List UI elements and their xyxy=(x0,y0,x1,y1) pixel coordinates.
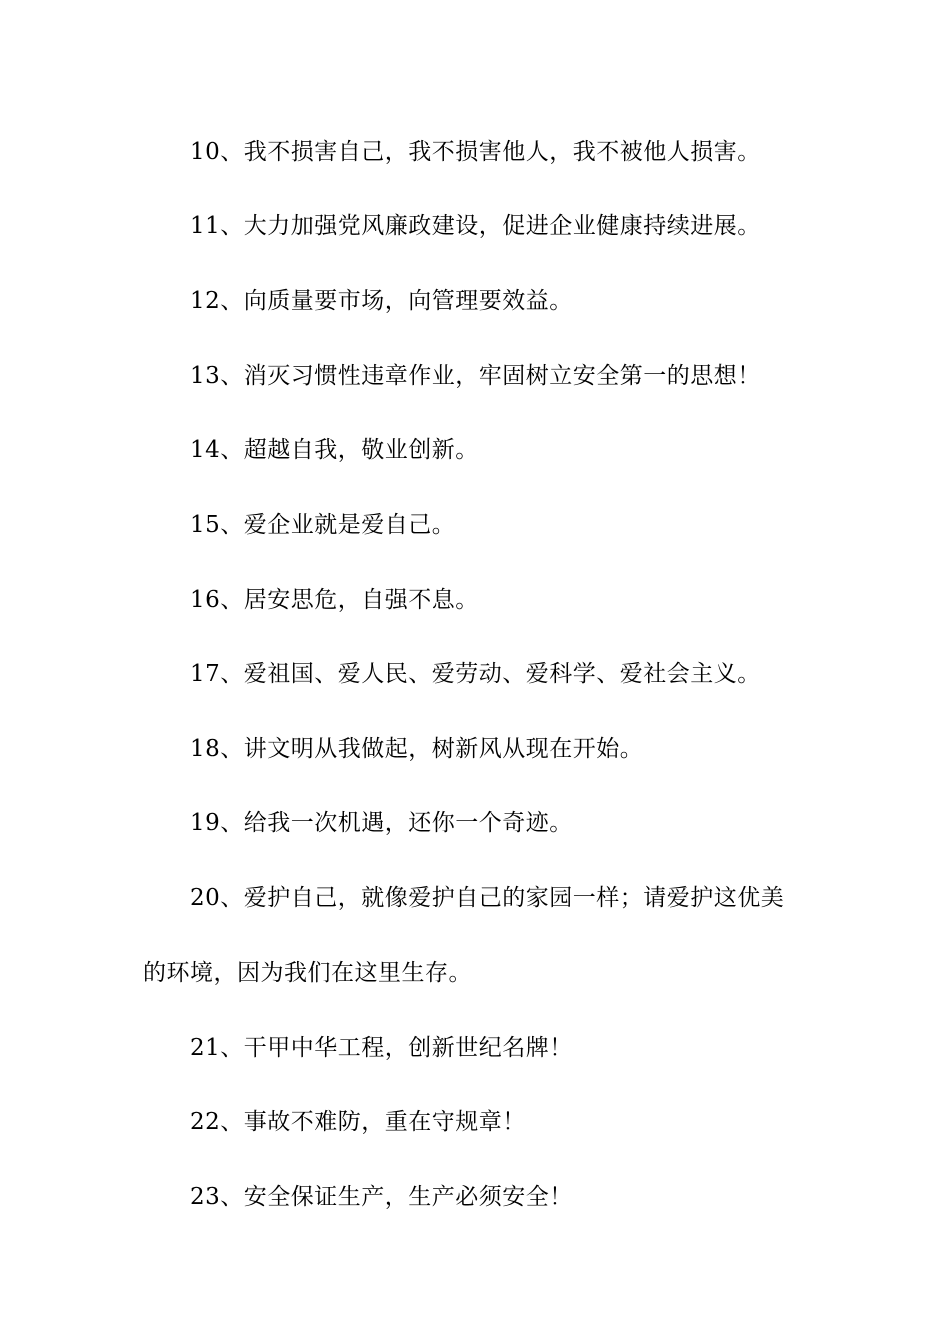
slogan-line: 18、讲文明从我做起，树新风从现在开始。 xyxy=(190,736,644,762)
slogan-line: 15、爱企业就是爱自己。 xyxy=(190,512,456,538)
slogan-line: 21、干甲中华工程，创新世纪名牌！ xyxy=(190,1035,573,1061)
slogan-line-continuation: 的环境，因为我们在这里生存。 xyxy=(143,960,472,986)
slogan-line: 19、给我一次机遇，还你一个奇迹。 xyxy=(190,810,573,836)
slogan-line: 13、消灭习惯性违章作业，牢固树立安全第一的思想！ xyxy=(190,363,761,389)
slogan-line: 16、居安思危，自强不息。 xyxy=(190,587,479,613)
slogan-line: 11、大力加强党风廉政建设，促进企业健康持续进展。 xyxy=(190,213,761,239)
slogan-line: 17、爱祖国、爱人民、爱劳动、爱科学、爱社会主义。 xyxy=(190,661,761,687)
slogan-line: 12、向质量要市场，向管理要效益。 xyxy=(190,288,573,314)
slogan-line: 20、爱护自己，就像爱护自己的家园一样；请爱护这优美 xyxy=(190,885,785,911)
slogan-line: 22、事故不难防，重在守规章！ xyxy=(190,1109,526,1135)
slogan-line: 10、我不损害自己，我不损害他人，我不被他人损害。 xyxy=(190,139,761,165)
slogan-line: 23、安全保证生产，生产必须安全！ xyxy=(190,1184,573,1210)
slogan-line: 14、超越自我，敬业创新。 xyxy=(190,437,479,463)
